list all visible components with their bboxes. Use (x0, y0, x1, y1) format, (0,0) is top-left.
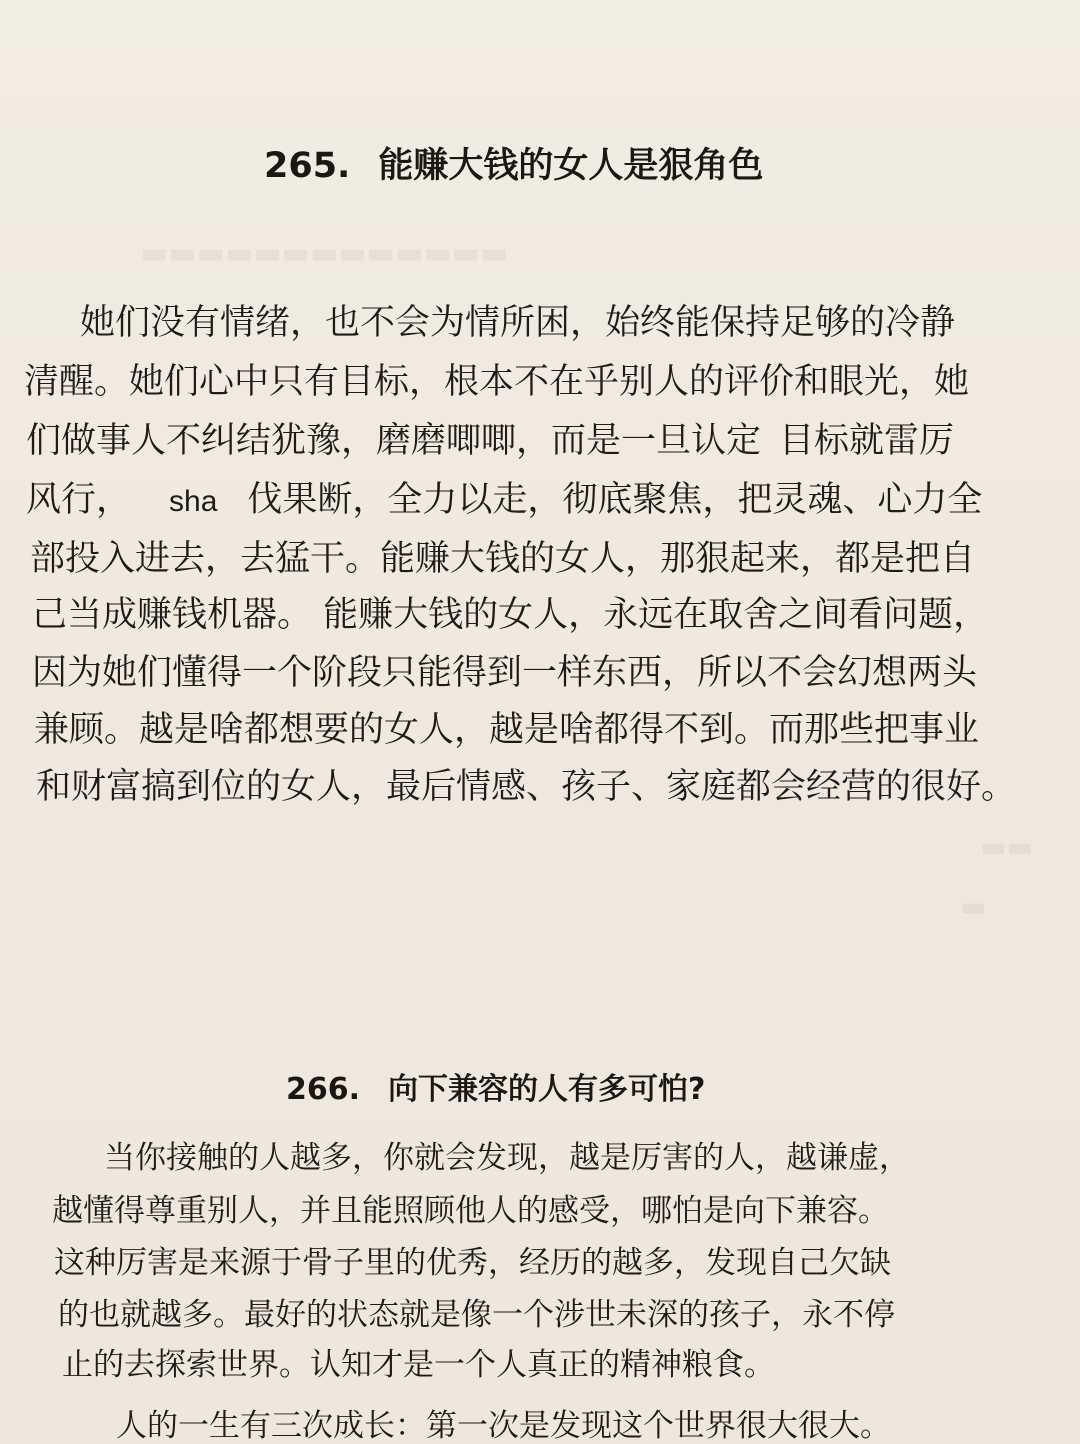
show-through-shading: ▬▬ (980, 830, 1033, 863)
section-265-title: 能赚大钱的女人是狠角色 (378, 146, 764, 186)
paragraph-line: 人的一生有三次成长：第一次是发现这个世界很大很大。 (116, 1408, 891, 1444)
show-through-shading: ▬ (960, 890, 987, 923)
show-through-shading: ▬▬▬▬▬▬▬▬▬▬▬▬▬ (140, 236, 509, 271)
paragraph-line: 当你接触的人越多，你就会发现，越是厉害的人，越谦虚， (104, 1140, 910, 1176)
paragraph-line: 清醒。她们心中只有目标，根本不在乎别人的评价和眼光，她 (24, 362, 970, 402)
paragraph-line: 和财富搞到位的女人，最后情感、孩子、家庭都会经营的很好。 (36, 767, 1017, 807)
paragraph-line: 部投入进去，去猛干。能赚大钱的女人，那狠起来，都是把自 (30, 539, 976, 579)
paragraph-line: 止的去探索世界。认知才是一个人真正的精神粮食。 (62, 1347, 775, 1383)
paragraph-line-part: 风行， (26, 480, 132, 520)
section-265-number: 265. (264, 146, 351, 186)
section-266-heading (286, 1064, 705, 1108)
paragraph-line: 的也就越多。最好的状态就是像一个涉世未深的孩子，永不停 (58, 1297, 895, 1333)
paragraph-line: 越懂得尊重别人，并且能照顾他人的感受，哪怕是向下兼容。 (52, 1193, 889, 1229)
paragraph-line: 己当成赚钱机器。 能赚大钱的女人，永远在取舍之间看问题， (32, 595, 989, 635)
paragraph-line: 她们没有情绪，也不会为情所困，始终能保持足够的冷静 (80, 303, 956, 343)
paragraph-line-part: sha (169, 485, 218, 518)
paragraph-line-part: 们做事人不纠结犹豫，磨磨唧唧，而是一旦认定 (26, 421, 762, 461)
section-265-heading (264, 138, 763, 188)
paragraph-line (26, 480, 983, 520)
section-266-title: 向下兼容的人有多可怕? (388, 1072, 706, 1107)
paragraph-line: 兼顾。越是啥都想要的女人，越是啥都得不到。而那些把事业 (34, 710, 980, 750)
paragraph-line-part: 目标就雷厉 (779, 421, 955, 461)
section-266-number: 266. (286, 1072, 361, 1107)
paragraph-line: 因为她们懂得一个阶段只能得到一样东西，所以不会幻想两头 (32, 653, 978, 693)
paragraph-line: 这种厉害是来源于骨子里的优秀，经历的越多，发现自己欠缺 (54, 1245, 891, 1281)
paragraph-line (26, 421, 955, 461)
paragraph-line-part: 伐果断，全力以走，彻底聚焦，把灵魂、心力全 (247, 480, 983, 520)
